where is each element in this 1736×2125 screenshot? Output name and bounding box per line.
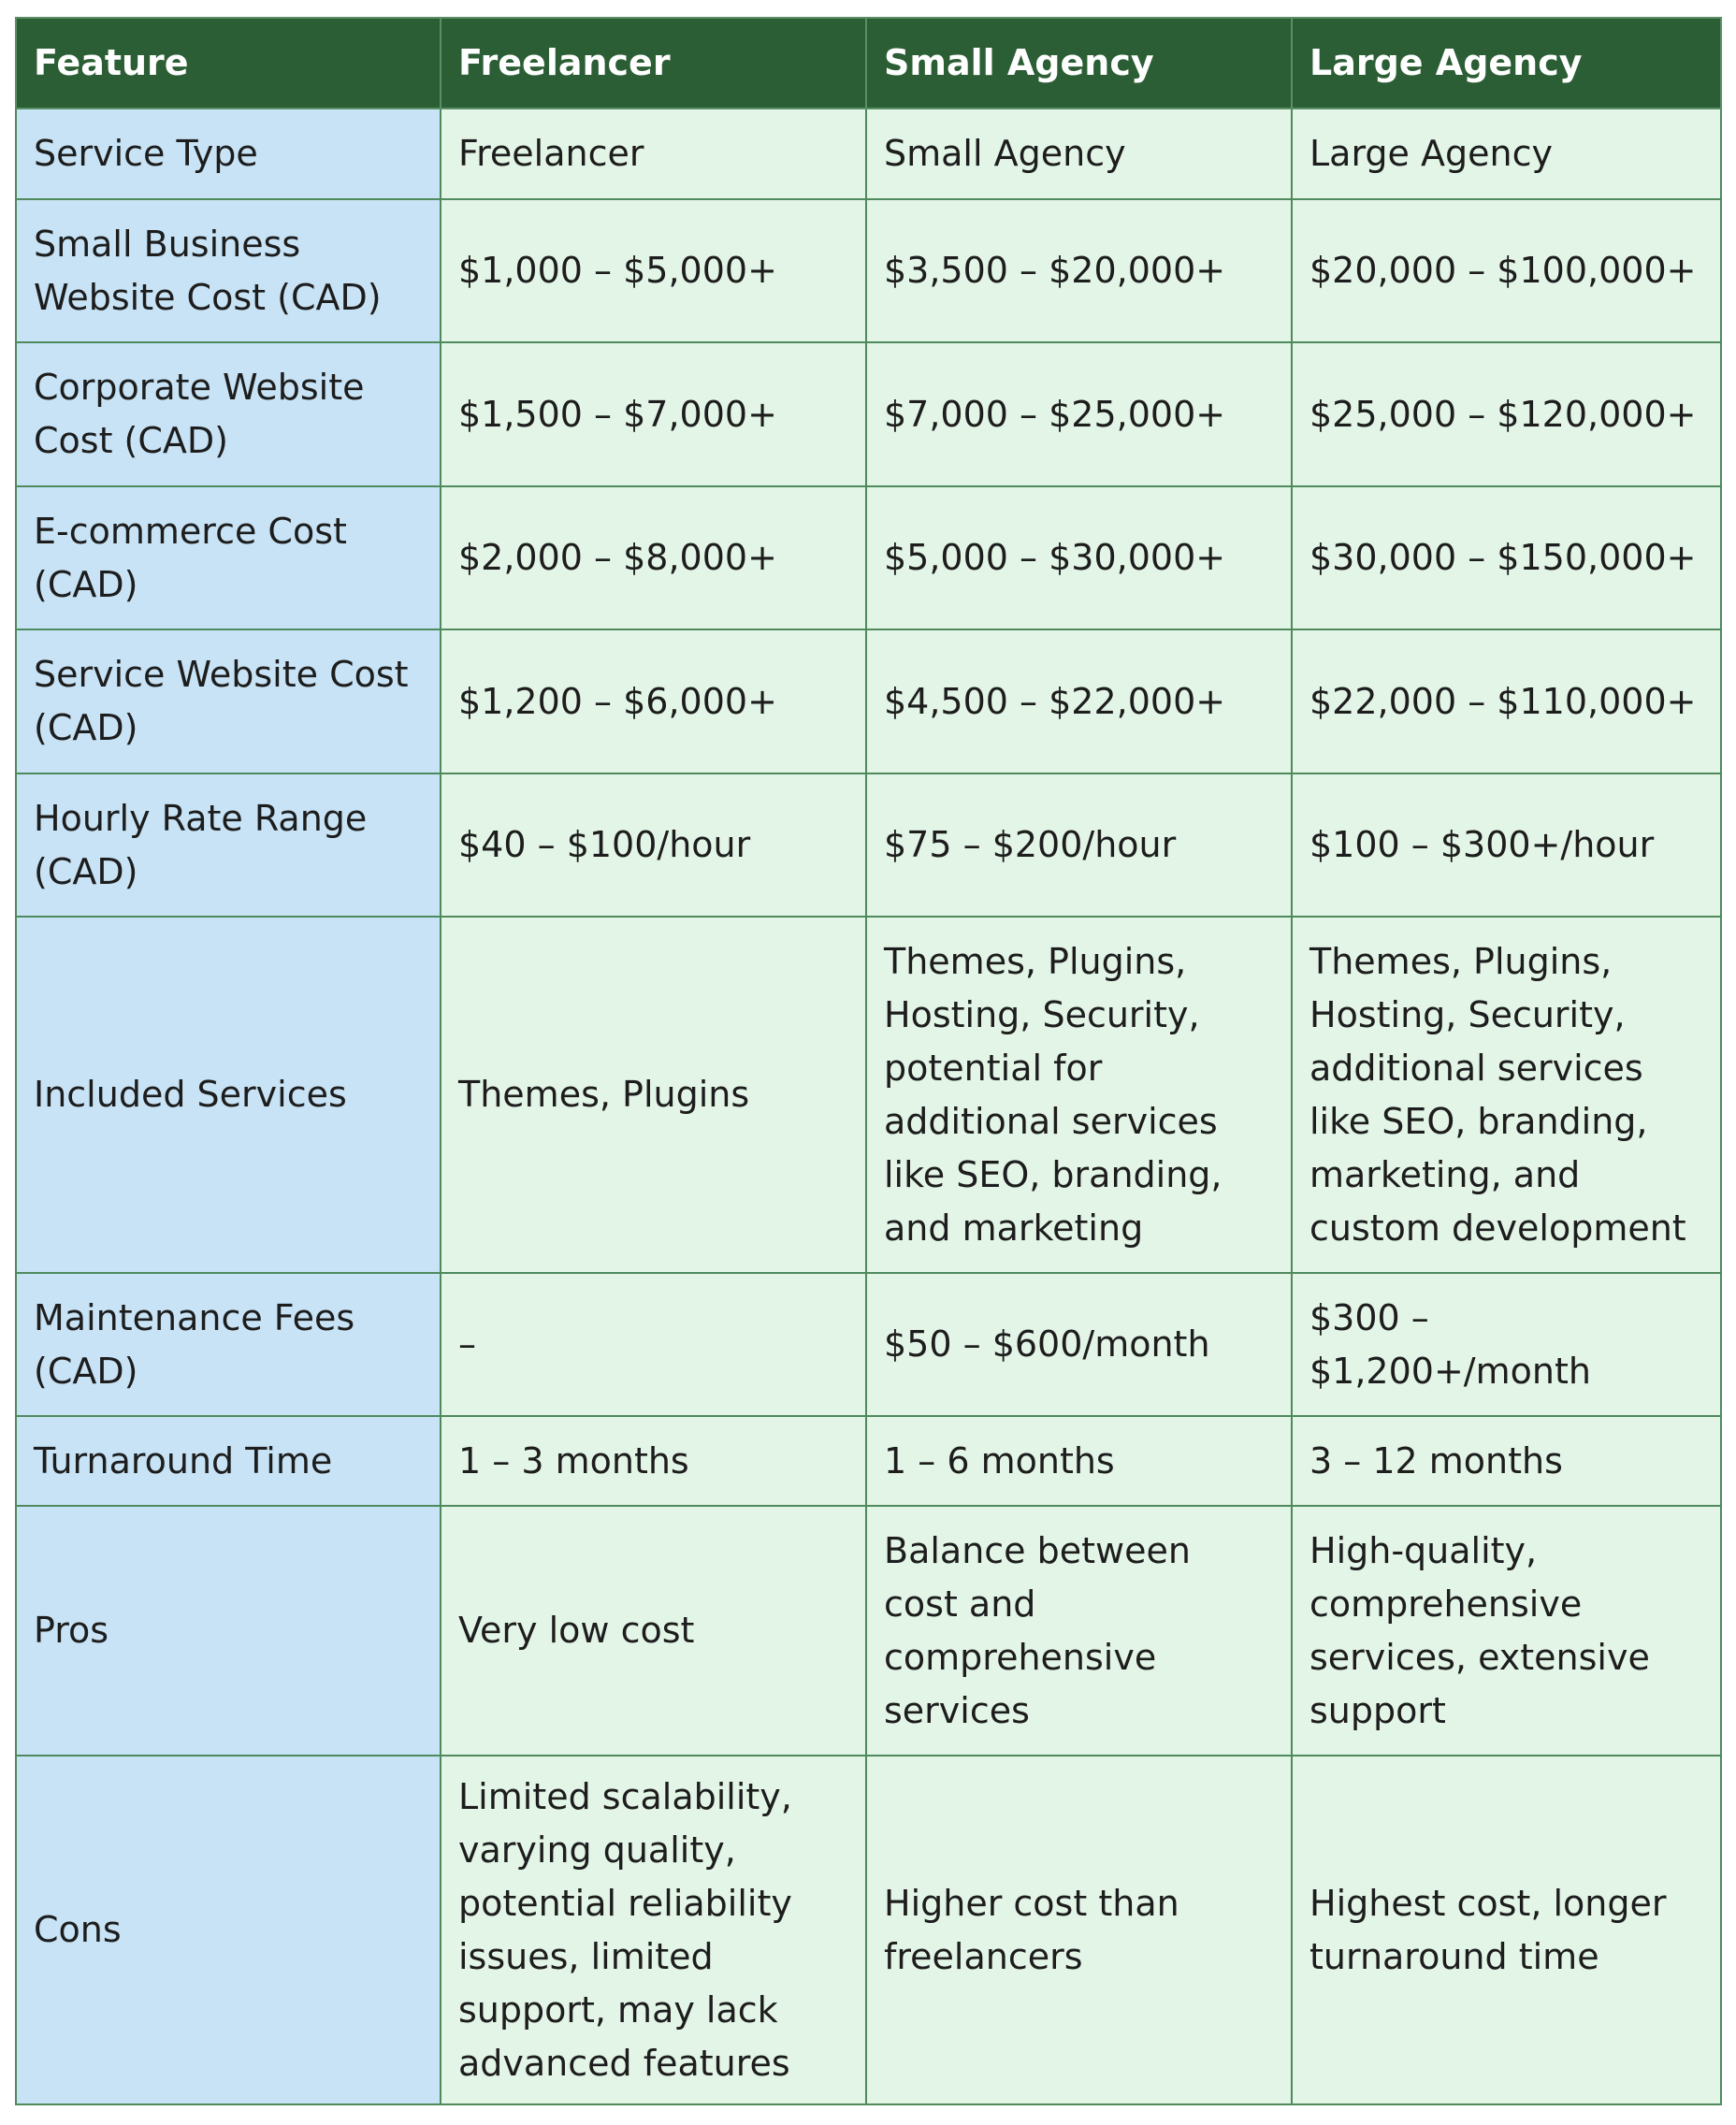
cell-large-agency: $22,000 – $110,000+: [1292, 629, 1721, 773]
cell-small-agency: $5,000 – $30,000+: [866, 486, 1292, 629]
table-row-small-business-cost: [16, 199, 1721, 342]
header-freelancer: Freelancer: [441, 18, 866, 108]
cell-freelancer: $1,200 – $6,000+: [441, 629, 866, 773]
cell-small-agency: $4,500 – $22,000+: [866, 629, 1292, 773]
row-label: Pros: [16, 1506, 441, 1756]
table-row-ecommerce-cost: [16, 486, 1721, 629]
cell-small-agency: $50 – $600/month: [866, 1273, 1292, 1416]
cell-freelancer: 1 – 3 months: [441, 1416, 866, 1506]
cell-freelancer: $1,500 – $7,000+: [441, 342, 866, 486]
cell-large-agency: $30,000 – $150,000+: [1292, 486, 1721, 629]
cell-small-agency: Small Agency: [866, 108, 1292, 199]
table-header: [16, 18, 1721, 108]
cell-freelancer: $2,000 – $8,000+: [441, 486, 866, 629]
header-large-agency: Large Agency: [1292, 18, 1721, 108]
header-row: [16, 18, 1721, 108]
row-label: Maintenance Fees (CAD): [16, 1273, 441, 1416]
cell-small-agency: $75 – $200/hour: [866, 773, 1292, 917]
row-label: Turnaround Time: [16, 1416, 441, 1506]
cell-large-agency: $100 – $300+/hour: [1292, 773, 1721, 917]
cell-large-agency: $300 – $1,200+/month: [1292, 1273, 1721, 1416]
cell-freelancer: Limited scalability, varying quality, potential reliability issues, limited support, may lack advanced features: [441, 1756, 866, 2104]
header-feature: Feature: [16, 18, 441, 108]
cell-large-agency: Large Agency: [1292, 108, 1721, 199]
row-label: Service Website Cost (CAD): [16, 629, 441, 773]
comparison-table-container: [15, 17, 1720, 2105]
row-label: Hourly Rate Range (CAD): [16, 773, 441, 917]
cell-freelancer: –: [441, 1273, 866, 1416]
cell-small-agency: $3,500 – $20,000+: [866, 199, 1292, 342]
cell-small-agency: Balance between cost and comprehensive services: [866, 1506, 1292, 1756]
cell-freelancer: Themes, Plugins: [441, 917, 866, 1273]
cell-small-agency: Higher cost than freelancers: [866, 1756, 1292, 2104]
cell-small-agency: Themes, Plugins, Hosting, Security, potential for additional services like SEO, branding, and marketing: [866, 917, 1292, 1273]
row-label: Cons: [16, 1756, 441, 2104]
table-row-service-website-cost: [16, 629, 1721, 773]
row-label: Service Type: [16, 108, 441, 199]
cell-large-agency: $25,000 – $120,000+: [1292, 342, 1721, 486]
cell-small-agency: 1 – 6 months: [866, 1416, 1292, 1506]
table-row-hourly-rate: [16, 773, 1721, 917]
cell-large-agency: Highest cost, longer turnaround time: [1292, 1756, 1721, 2104]
cell-freelancer: Freelancer: [441, 108, 866, 199]
cell-freelancer: $1,000 – $5,000+: [441, 199, 866, 342]
table-row-corporate-cost: [16, 342, 1721, 486]
row-label: Included Services: [16, 917, 441, 1273]
table-row-included-services: [16, 917, 1721, 1273]
cell-large-agency: 3 – 12 months: [1292, 1416, 1721, 1506]
row-label: Small Business Website Cost (CAD): [16, 199, 441, 342]
comparison-table: [15, 17, 1722, 2105]
table-row-cons: [16, 1756, 1721, 2104]
cell-freelancer: Very low cost: [441, 1506, 866, 1756]
row-label: E-commerce Cost (CAD): [16, 486, 441, 629]
cell-large-agency: High-quality, comprehensive services, extensive support: [1292, 1506, 1721, 1756]
table-row-pros: [16, 1506, 1721, 1756]
cell-large-agency: Themes, Plugins, Hosting, Security, additional services like SEO, branding, marketing, and custom development: [1292, 917, 1721, 1273]
table-row-maintenance-fees: [16, 1273, 1721, 1416]
table-row-turnaround-time: [16, 1416, 1721, 1506]
cell-small-agency: $7,000 – $25,000+: [866, 342, 1292, 486]
cell-large-agency: $20,000 – $100,000+: [1292, 199, 1721, 342]
table-body: [16, 108, 1721, 2104]
table-row-service-type: [16, 108, 1721, 199]
row-label: Corporate Website Cost (CAD): [16, 342, 441, 486]
header-small-agency: Small Agency: [866, 18, 1292, 108]
cell-freelancer: $40 – $100/hour: [441, 773, 866, 917]
